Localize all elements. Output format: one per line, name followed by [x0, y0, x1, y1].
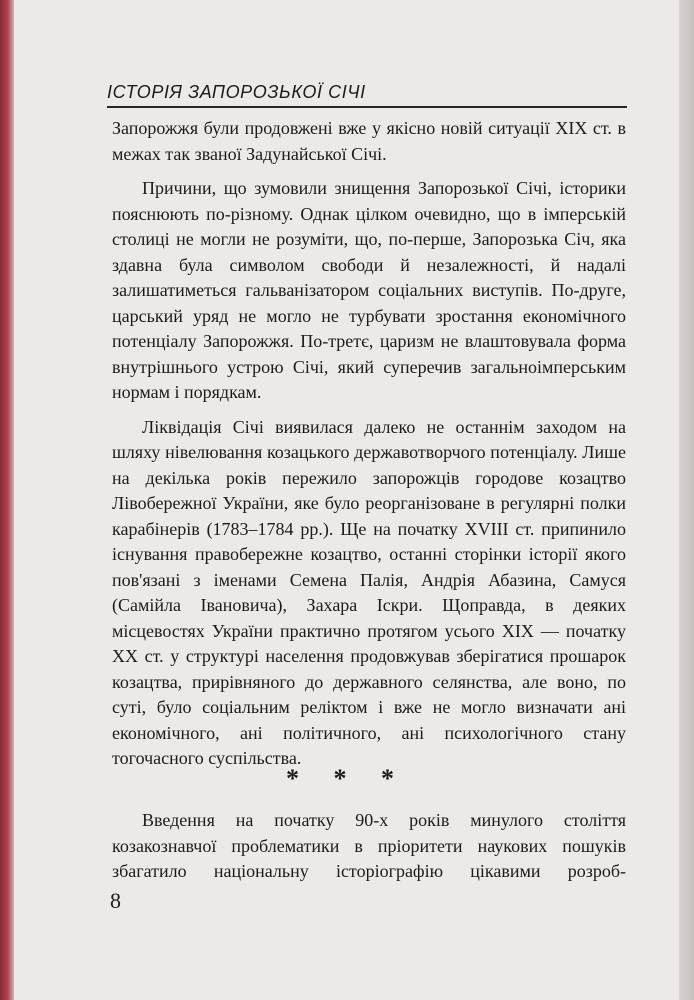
paragraph-1: Запорожжя були продовжені вже у якісно новій ситуації XIX ст. в межах так званої Задунайської Січі.	[112, 118, 626, 164]
page-edge	[679, 0, 694, 1000]
running-head-title: ІСТОРІЯ ЗАПОРОЗЬКОЇ СІЧІ	[107, 82, 366, 102]
paragraph-4: Введення на початку 90-х років минулого століття козакознавчої проблематики в пріоритети наукових пошуків збагатило національну історіографію цікавими розроб-	[112, 810, 626, 881]
body-text-continued	[112, 808, 626, 885]
body-text	[112, 116, 626, 781]
running-head	[107, 82, 627, 108]
book-spine	[0, 0, 14, 1000]
paragraph-2: Причини, що зумовили знищення Запорозької Січі, історики пояснюють по-різному. Однак цілком очевидно, що в імперській столиці не могли не розуміти, що, по-перше, Запорозька Січ, яка здавна була символом свободи й незалежності, й надалі залишатиметься гальванізатором соціальних виступів. По-друге, царський уряд не могло не турбувати зростання економічного потенціалу Запорожжя. По-третє, царизм не влаштовувала форма внутрішнього устрою Січі, який суперечив загальноімперським нормам і порядкам.	[112, 178, 626, 402]
page-number: 8	[110, 888, 121, 913]
section-separator: * * *	[286, 764, 408, 793]
paragraph-3: Ліквідація Січі виявилася далеко не останнім заходом на шляху нівелювання козацького державотворчого потенціалу. Лише на декілька років пережило запорожців городове козацтво Лівобережної України, яке було реорганізоване в регулярні полки карабінерів (1783–1784 рр.). Ще на початку XVIII ст. припинило існування правобережне козацтво, останні сторінки історії якого пов'язані з іменами Семена Палія, Андрія Абазина, Самуся (Самійла Івановича), Захара Іскри. Щоправда, в деяких місцевостях України практично протягом усього XIX — початку XX ст. у структурі населення продовжував зберігатися прошарок козацтва, прирівняного до державного селянства, але воно, по суті, було соціальним реліктом і вже не могло визначати ані економічного, ані політичного, ані психологічного стану тогочасного суспільства.	[112, 416, 626, 768]
